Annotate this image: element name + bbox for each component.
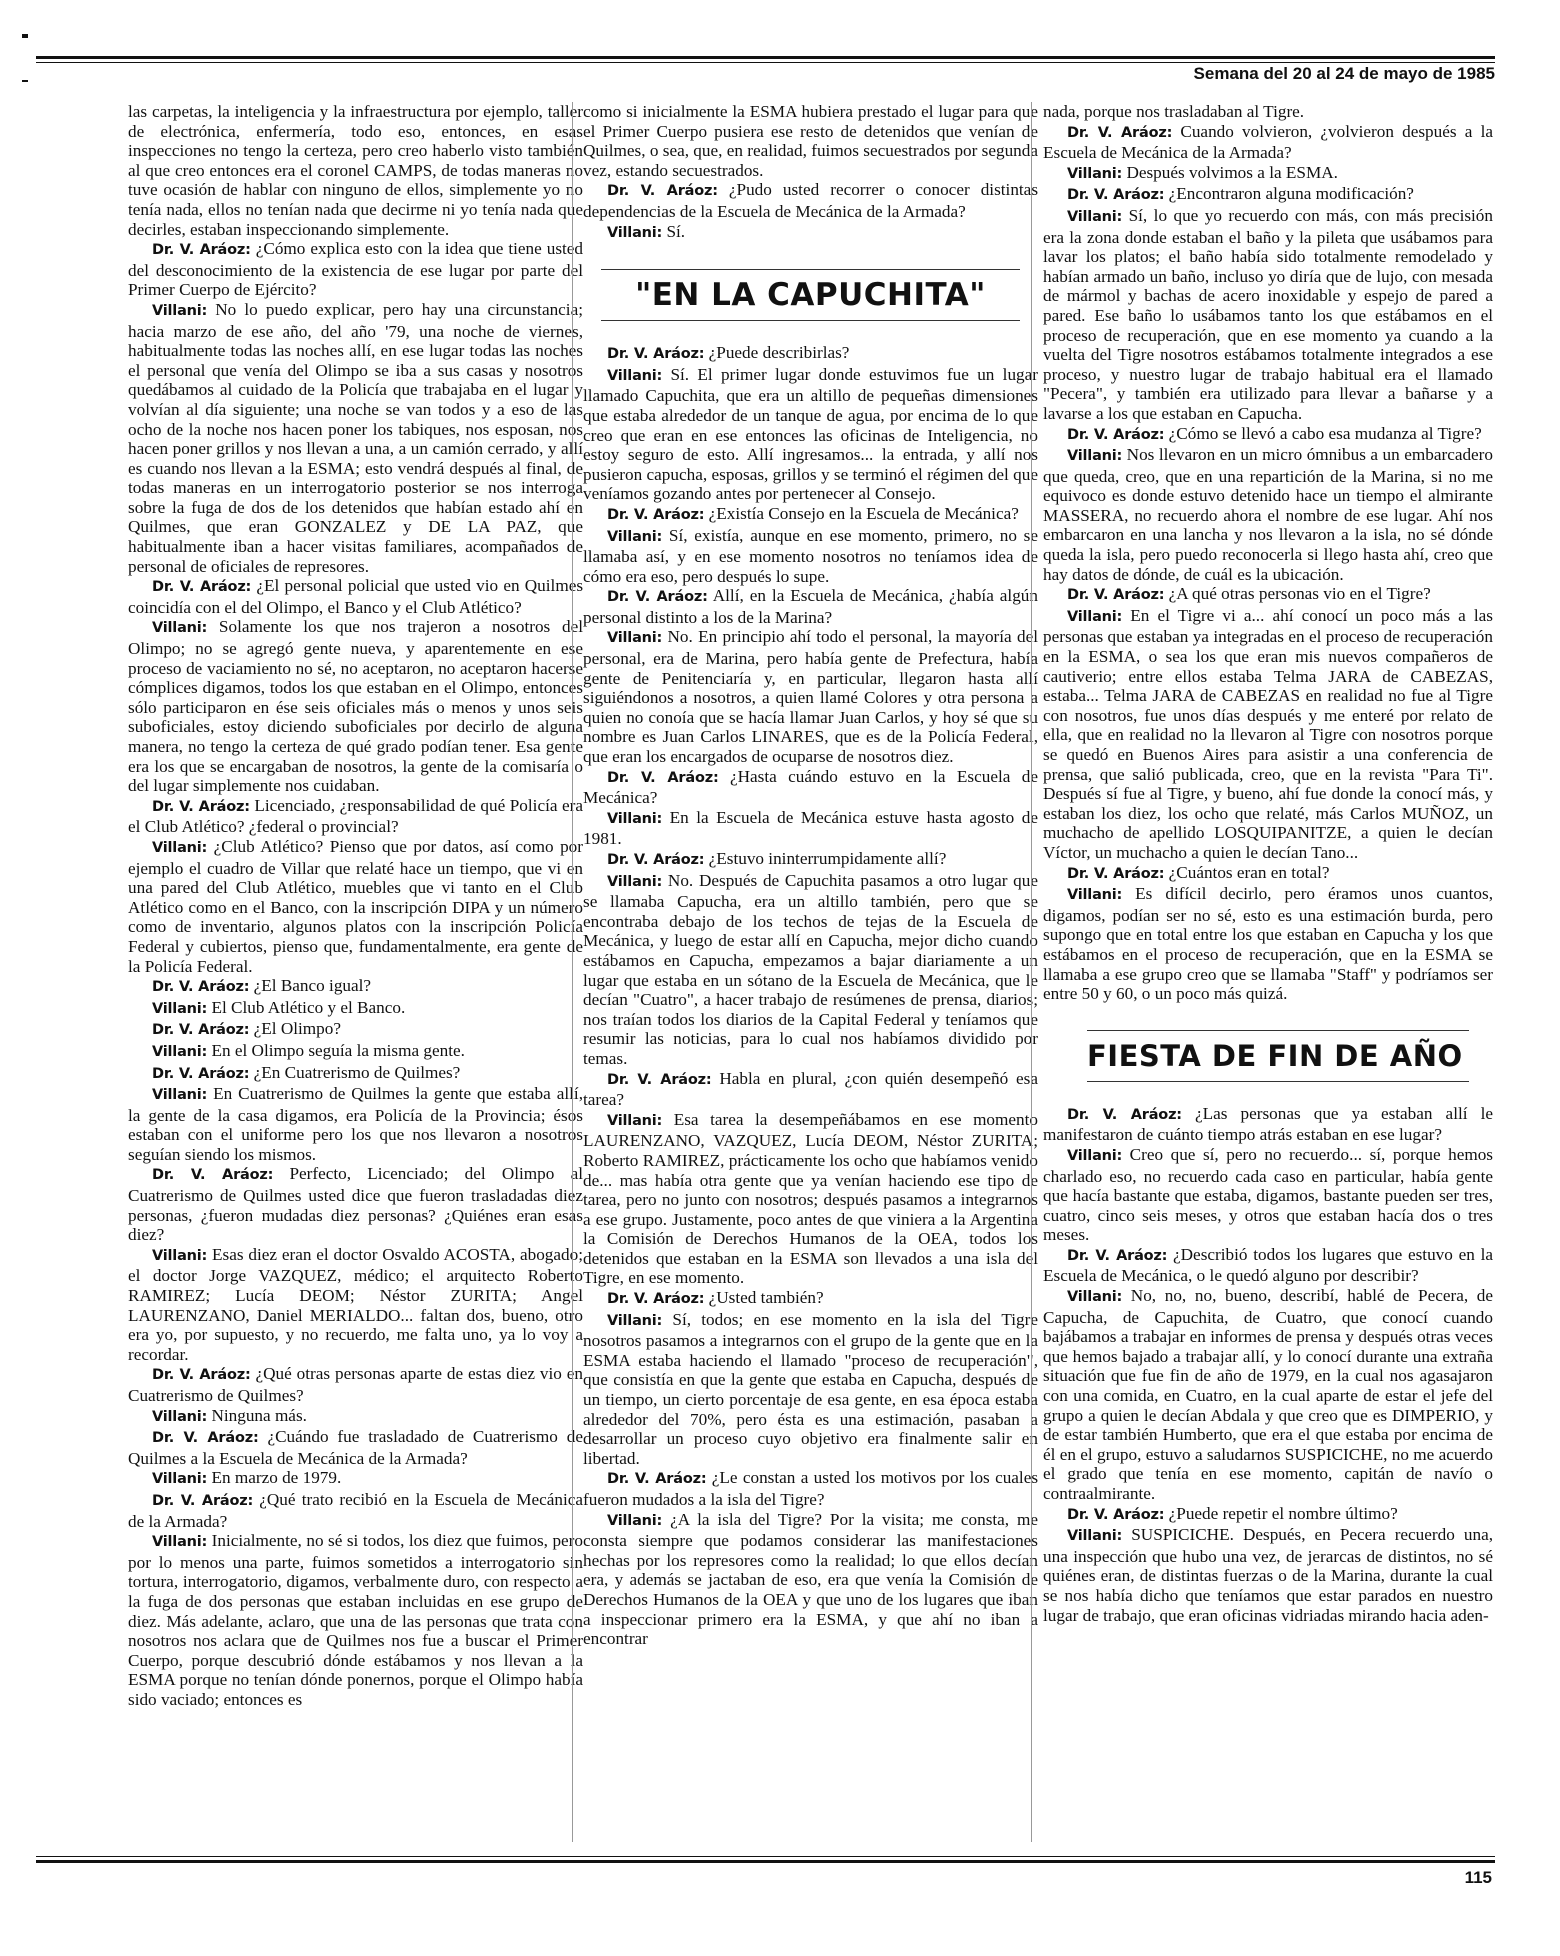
paragraph [1043, 184, 1493, 206]
paragraph [583, 586, 1038, 627]
paragraph [583, 102, 1038, 180]
speaker-label: Dr. V. Aráoz: [1067, 124, 1173, 141]
paragraph-text: ¿Las personas que ya estaban allí le manifestaron de cuánto tiempo atrás estaban en ese lugar? [1043, 1103, 1493, 1145]
speaker-label: Dr. V. Aráoz: [152, 1167, 274, 1184]
paragraph-text: ¿Qué otras personas aparte de estas diez vio en Cuatrerismo de Quilmes? [128, 1364, 583, 1405]
paragraph-text: En la Escuela de Mecánica estuve hasta agosto de 1981. [583, 807, 1038, 849]
paragraph-text: ¿Cómo explica esto con la idea que tiene usted del desconocimiento de la existencia de ese lugar por parte del Primer Cuerpo de Ejército? [128, 239, 584, 300]
paragraph [1043, 1104, 1493, 1145]
paragraph-text: ¿El Banco igual? [249, 976, 372, 996]
speaker-label: Villani: [152, 1087, 208, 1104]
paragraph-text: ¿El personal policial que usted vio en Quilmes coincidía con el del Olimpo, el Banco y el Club Atlético? [128, 576, 584, 617]
section-heading: "EN LA CAPUCHITA" [601, 269, 1020, 321]
speaker-label: Dr. V. Aráoz: [152, 1430, 259, 1447]
column-divider [572, 102, 573, 1842]
header-rule [36, 56, 1495, 63]
paragraph [1043, 1245, 1493, 1286]
paragraph-text: Después volvimos a la ESMA. [1122, 162, 1338, 182]
speaker-label: Villani: [607, 810, 663, 827]
paragraph [1043, 1525, 1493, 1625]
paragraph [583, 1110, 1038, 1288]
paragraph [128, 102, 583, 239]
paragraph [128, 1041, 583, 1063]
paragraph [1043, 606, 1493, 863]
speaker-label: Dr. V. Aráoz: [152, 1022, 250, 1039]
paragraph-text: ¿En Cuatrerismo de Quilmes? [249, 1062, 461, 1082]
paragraph-text: ¿Le constan a usted los motivos por los cuales fueron mudados a la isla del Tigre? [583, 1468, 1039, 1509]
paragraph-text: Es difícil decirlo, pero éramos unos cuantos, digamos, podían ser no sé, esto es una estimación burda, pero supongo que en total entre los que estaban en Capucha y los que estábamos en el proceso de recuperación, que en la ESMA se llamaba a ese grupo creo que se llamaba "Staff" y podríamos ser entre 50 y 60, o un poco más quizá. [1043, 884, 1493, 1004]
speaker-label: Dr. V. Aráoz: [607, 1471, 707, 1488]
paragraph-text: En marzo de 1979. [207, 1468, 342, 1488]
paragraph [583, 526, 1038, 587]
paragraph-text: ¿Qué trato recibió en la Escuela de Mecánica de la Armada? [128, 1489, 583, 1531]
paragraph-text: No lo puedo explicar, pero hay una circunstancia; hacia marzo de ese año, del año '79, una noche de viernes, habitualmente todas las noches allí, en ese lugar todas las noches el personal que venía del Olimpo se iba a sus casas y nosotros quedábamos al cuidado de la Policía que trabajaba en el lugar y volvían al día siguiente; una noche se van todos y a eso de las ocho de la noche nos hacen poner los tabiques, nos esposan, nos hacen poner grillos y nos llevan a una, a un camión cerrado, y allí es cuando nos llevan a la ESMA; esto vendrá después al final, de todas maneras en un interrogatorio posterior se nos interroga sobre la fuga de dos de los detenidos que habían estado ahí en Quilmes, que eran GONZALEZ y DE LA PAZ, que habitualmente iban a hacer visitas familiares, acompañados de personal de oficiales de represores. [128, 299, 583, 576]
speaker-label: Villani: [152, 1043, 208, 1060]
speaker-label: Dr. V. Aráoz: [607, 852, 705, 868]
speaker-label: Villani: [152, 1471, 208, 1488]
paragraph [583, 1288, 1038, 1310]
speaker-label: Dr. V. Aráoz: [152, 579, 252, 596]
paragraph [1043, 863, 1493, 885]
speaker-label: Villani: [1067, 608, 1123, 625]
paragraph [1043, 1286, 1493, 1504]
paragraph-text: ¿A qué otras personas vio en el Tigre? [1164, 584, 1431, 604]
paragraph-text: En el Tigre vi a... ahí conocí un poco más a las personas que estaban ya integradas en el proceso de recuperación en la ESMA, o sea los que eran mis nuevos compañeros de cautiverio; entre ellos estaba Telma JARA de CABEZAS, estaba... Telma JARA de CABEZAS en realidad no fue al Tigre con nosotros, fue unos días después y me enteré por relato de ella, que en realidad no la llevaron al Tigre con nosotros porque se quedó en Buenos Aires para asistir a una conferencia de prensa, que salió publicada, creo, que en la revista "Para Ti". Después sí fue al Tigre, y bueno, ahí fue donde la conocí más, y estaban los diez, los ocho que relaté, más Carlos MUÑOZ, un muchacho de apellido LOSQUIPANITZE, a quien le decían Víctor, un muchacho a quien le decían Tano... [1043, 605, 1493, 862]
paragraph-text: Sí, existía, aunque en ese momento, primero, no se llamaba así, y en ese momento nosotros no teníamos idea de cómo era eso, pero después lo supe. [583, 525, 1038, 586]
paragraph-text: Sí. El primer lugar donde estuvimos fue un lugar llamado Capuchita, que era un altillo de pequeñas dimensiones que estaba alrededor de un tanque de agua, por encima de lo que creo que eran en ese entonces las oficinas de Inteligencia, no estoy seguro de esto. Allí ingresamos... la entrada, y allí nos pusieron capucha, esposas, grillos y se terminó el régimen del que veníamos gozando antes por pertenecer al Consejo. [583, 364, 1038, 504]
paragraph [128, 976, 583, 998]
paragraph [583, 871, 1038, 1069]
speaker-label: Dr. V. Aráoz: [1067, 587, 1165, 604]
paragraph [583, 343, 1038, 365]
paragraph-text: Habla en plural, ¿con quién desempeñó esa tarea? [583, 1068, 1039, 1110]
paragraph [1043, 102, 1493, 122]
paragraph [128, 1084, 583, 1164]
speaker-label: Dr. V. Aráoz: [152, 979, 250, 996]
paragraph-text: En el Olimpo seguía la misma gente. [207, 1040, 465, 1060]
paragraph [1043, 445, 1493, 584]
paragraph [1043, 1145, 1493, 1245]
paragraph-text: las carpetas, la inteligencia y la infraestructura por ejemplo, taller de electrónica, enfermería, todo eso, entonces, en esas inspecciones no tengo la certeza, pero creo haberlo visto también al que creo entonces era el coronel CAMPS, de todas maneras no tuve ocasión de hablar con ninguno de ellos, simplemente yo no tenía nada, ellos no tenían nada que decirme ni yo tenía nada que decirles, estaban inspeccionando simplemente. [128, 102, 583, 239]
paragraph [1043, 122, 1493, 163]
paragraph [1043, 424, 1493, 446]
paragraph [1043, 163, 1493, 185]
paragraph-text: ¿Describió todos los lugares que estuvo en la Escuela de Mecánica, o le quedó alguno por describir? [1043, 1244, 1494, 1286]
paragraph-text: como si inicialmente la ESMA hubiera prestado el lugar para que el Primer Cuerpo pusiera ese resto de detenidos que venían de Quilmes, o sea, que, en realidad, fuimos secuestrados por segunda vez, estando secuestrados. [583, 102, 1038, 180]
speaker-label: Villani: [607, 1112, 663, 1129]
speaker-label: Villani: [152, 1000, 208, 1017]
speaker-label: Villani: [1067, 448, 1123, 465]
paragraph-text: Esas diez eran el doctor Osvaldo ACOSTA, abogado; el doctor Jorge VAZQUEZ, médico; el arquitecto Roberto RAMIREZ; Lucía DEOM; Néstor ZURITA; Angel LAURENZANO, Daniel MERIALDO... faltan dos, bueno, otro era yo, por supuesto, y no recuerdo, me falta uno, ya lo voy a recordar. [128, 1244, 583, 1364]
speaker-label: Villani: [152, 620, 208, 637]
speaker-label: Dr. V. Aráoz: [152, 1367, 251, 1384]
paragraph-text: Perfecto, Licenciado; del Olimpo al Cuatrerismo de Quilmes usted dice que fueron trasladadas diez personas, ¿fueron mudadas diez personas? ¿Quiénes eran esas diez? [128, 1164, 583, 1245]
paragraph [128, 998, 583, 1020]
speaker-label: Villani: [1067, 1289, 1123, 1306]
paragraph-text: ¿Cuándo fue trasladado de Cuatrerismo de Quilmes a la Escuela de Mecánica de la Armada? [128, 1427, 583, 1468]
paragraph [128, 837, 583, 976]
paragraph [583, 808, 1038, 849]
paragraph [583, 1468, 1038, 1509]
speaker-label: Villani: [607, 1312, 663, 1329]
paragraph [128, 300, 583, 576]
speaker-label: Dr. V. Aráoz: [607, 769, 719, 786]
paragraph [128, 1531, 583, 1709]
paragraph [128, 576, 583, 617]
paragraph-text: Sí, lo que yo recuerdo con más, con más precisión era la zona donde estaban el baño y la pileta que usábamos para lavar los platos; el baño había sido totalmente remodelado y habían armado un baño, incluso yo diría que de lujo, con mesada de mármol y bachas de acero inoxidable y espejo de pared a pared. Ese baño lo usábamos tanto los que estábamos en el proceso de recuperación, que en ese momento ya cuando a la vuelta del Tigre nosotros estábamos totalmente integrados a ese proceso, y nuestro lugar de trabajo habitual era el llamado "Pecera", y también era utilizado para llevar a bañarse y a lavarse a los que estaban en Capucha. [1043, 205, 1493, 423]
paragraph [128, 617, 583, 795]
paragraph-text: SUSPICICHE. Después, en Pecera recuerdo una, una inspección que hubo una vez, de jerarcas de distintos, no sé quiénes eran, de distintas fuerzas o de la Marina, durante la cual se nos había dicho que teníamos que estar parados en nuestro lugar de trabajo, que eran oficinas vidriadas mirando hacia aden- [1043, 1525, 1493, 1625]
paragraph [583, 504, 1038, 526]
speaker-label: Dr. V. Aráoz: [1067, 1247, 1168, 1264]
paragraph [583, 1069, 1038, 1110]
speaker-label: Dr. V. Aráoz: [607, 1291, 705, 1308]
paragraph [583, 180, 1038, 221]
speaker-label: Dr. V. Aráoz: [1067, 187, 1165, 204]
paragraph-text: ¿Hasta cuándo estuvo en la Escuela de Mecánica? [583, 766, 1039, 808]
paragraph-text: ¿Usted también? [704, 1288, 824, 1308]
text-column-2 [583, 102, 1038, 1649]
speaker-label: Dr. V. Aráoz: [607, 183, 718, 200]
paragraph [128, 1063, 583, 1085]
speaker-label: Villani: [607, 873, 663, 890]
paragraph-text: Solamente los que nos trajeron a nosotros del Olimpo; no se agregó gente nueva, y aparentemente en ese proceso de vaciamiento no sé, no aceptaron, no aceptaron hacerse cómplices digamos, todos los que estaban en el Olimpo, entonces sólo participaron en ése seis oficiales más o menos y unos seis suboficiales, estoy diciendo suboficiales por decirlo de alguna manera, no tengo la certeza de qué grado podían tener. Esa gente era los que se encargaban de nosotros, la gente de la comisaría o del lugar simplemente nos cuidaban. [128, 617, 583, 796]
header-dateline: Semana del 20 al 24 de mayo de 1985 [1193, 64, 1495, 83]
paragraph-text: No. En principio ahí todo el personal, la mayoría del personal, era de Marina, pero había gente de Prefectura, había gente de Penitenciaría y, en particular, llegaron hasta allí siguiéndonos a nosotros, a quien llamé Colores y otra persona a quien no conoía que se hacía llamar Juan Carlos, y hoy sé que su nombre es Juan Carlos LINARES, que es de la Policía Federal, que eran los encargados de ocuparse de nosotros diez. [583, 627, 1038, 767]
paragraph [128, 1406, 583, 1428]
speaker-label: Villani: [1067, 208, 1123, 225]
speaker-label: Dr. V. Aráoz: [1067, 865, 1165, 882]
speaker-label: Dr. V. Aráoz: [152, 1065, 250, 1082]
paragraph-text: ¿Pudo usted recorrer o conocer distintas dependencias de la Escuela de Mecánica de la Armada? [583, 180, 1039, 221]
paragraph-text: ¿Cuántos eran en total? [1164, 862, 1330, 882]
paragraph-text: Nos llevaron en un micro ómnibus a un embarcadero que queda, creo, que en una repartición de la Marina, si no me equivoco es donde estuvo detenido hace un tiempo el almirante MASSERA, no recuerdo ahora el nombre de ese lugar. Ahí nos embarcaron en una lancha y nos llevaron a la isla, no sé dónde queda la isla, pero puedo reconocerla si llego hasta ahí, creo que hay datos de dónde, de cuál es la ubicación. [1043, 445, 1493, 584]
speaker-label: Dr. V. Aráoz: [1067, 426, 1165, 443]
speaker-label: Dr. V. Aráoz: [152, 1492, 254, 1509]
page-number: 115 [1464, 1868, 1492, 1887]
speaker-label: Villani: [152, 1247, 208, 1264]
column-divider [1031, 102, 1032, 1842]
speaker-label: Villani: [152, 302, 208, 319]
speaker-label: Villani: [607, 224, 663, 241]
paragraph [1043, 206, 1493, 424]
paragraph [583, 627, 1038, 766]
paragraph [128, 1245, 583, 1365]
speaker-label: Villani: [152, 839, 208, 856]
scan-mark [22, 80, 28, 82]
speaker-label: Villani: [607, 630, 663, 647]
paragraph [128, 1427, 583, 1468]
paragraph [1043, 884, 1493, 1004]
paragraph-text: Creo que sí, pero no recuerdo... sí, porque hemos charlado eso, no recuerdo cada caso en particular, había gente que hacía bastante que estaba, digamos, bastante pueden ser tres, cuatro, cinco seis meses, y otros que estaban hacía dos o tres meses. [1043, 1144, 1493, 1245]
paragraph [128, 1468, 583, 1490]
section-heading: FIESTA DE FIN DE AÑO [1087, 1030, 1469, 1082]
paragraph-text: En Cuatrerismo de Quilmes la gente que estaba allí, la gente de la casa digamos, era Policía de la Provincia; ésos estaban con el uniforme pero los que nos llevaron a nosotros seguían siendo los mismos. [128, 1084, 583, 1164]
paragraph-text: Allí, en la Escuela de Mecánica, ¿había algún personal distinto a los de la Marina? [583, 586, 1038, 627]
paragraph-text: ¿El Olimpo? [249, 1019, 341, 1039]
paragraph-text: ¿Encontraron alguna modificación? [1164, 184, 1414, 204]
speaker-label: Villani: [1067, 165, 1123, 182]
paragraph [583, 849, 1038, 871]
paragraph-text: Inicialmente, no sé si todos, los diez que fuimos, pero por lo menos una parte, fuimos sometidos a interrogatorio sin tortura, interrogatorio, digamos, verbalmente duro, con respecto a la fuga de dos personas que estaban incluidas en ese grupo de diez. Más adelante, aclaro, que una de las personas que trata con nosotros nos aclara que de Quilmes nos fue a buscar el Primer Cuerpo, porque descubrió dónde estábamos y nos llevan a la ESMA porque no tenían dónde ponernos, porque el Olimpo había sido vaciado; entonces es [128, 1531, 583, 1709]
speaker-label: Dr. V. Aráoz: [1067, 1106, 1182, 1123]
paragraph [128, 1164, 583, 1244]
paragraph-text: ¿Puede describirlas? [704, 343, 850, 363]
speaker-label: Villani: [607, 1512, 663, 1529]
speaker-label: Villani: [607, 367, 663, 384]
paragraph-text: Esa tarea la desempeñábamos en ese momento LAURENZANO, VAZQUEZ, Lucía DEOM, Néstor ZURITA; Roberto RAMIREZ, prácticamente los ocho que habíamos venido de... mas había otra gente que ya venían haciendo ese tipo de tarea, pero no junto con nosotros; después pasamos a integrarnos a ese grupo. Justamente, poco antes de que viniera a la Argentina la Comisión de Derechos Humanos de la OEA, todos los detenidos que estaban en la ESMA son llevados a una isla del Tigre, en ese momento. [583, 1109, 1038, 1288]
speaker-label: Villani: [607, 528, 663, 545]
text-column-1 [128, 102, 583, 1710]
speaker-label: Dr. V. Aráoz: [607, 506, 705, 523]
paragraph [128, 239, 583, 300]
paragraph-text: ¿Cómo se llevó a cabo esa mudanza al Tigre? [1164, 423, 1482, 443]
scan-mark [22, 34, 28, 38]
paragraph-text: Licenciado, ¿responsabilidad de qué Policía era el Club Atlético? ¿federal o provincial? [128, 795, 584, 837]
speaker-label: Dr. V. Aráoz: [152, 242, 251, 259]
paragraph [128, 796, 583, 837]
text-column-3 [1043, 102, 1493, 1625]
paragraph [583, 767, 1038, 808]
speaker-label: Villani: [1067, 887, 1123, 904]
paragraph-text: ¿Existía Consejo en la Escuela de Mecánica? [704, 503, 1019, 523]
paragraph-text: Ninguna más. [207, 1405, 307, 1425]
paragraph-text: Sí. [662, 221, 686, 241]
speaker-label: Dr. V. Aráoz: [607, 346, 705, 363]
paragraph-text: ¿Puede repetir el nombre último? [1164, 1503, 1398, 1523]
paragraph [1043, 584, 1493, 606]
paragraph [583, 1510, 1038, 1649]
speaker-label: Dr. V. Aráoz: [607, 589, 708, 606]
paragraph-text: No. Después de Capuchita pasamos a otro lugar que se llamaba Capucha, era un altillo también, pero que se encontraba debajo de los techos de tejas de la Escuela de Mecánica, y luego de estar allí en Capucha, mejor dicho cuando estábamos en Capucha, empezamos a bajar diariamente a un lugar que estaba en un sótano de la Escuela de Mecánica, que le decían "Cuatro", a hacer trabajo de resúmenes de prensa, diarios; nos traían todos los diarios de la Capital Federal y teníamos que resumir las noticias, para lo cual nos habíamos dividido por temas. [583, 870, 1038, 1068]
speaker-label: Villani: [1067, 1528, 1123, 1545]
speaker-label: Dr. V. Aráoz: [1067, 1506, 1165, 1523]
speaker-label: Villani: [1067, 1147, 1123, 1164]
paragraph-text: No, no, no, bueno, describí, hablé de Pecera, de Capucha, de Capuchita, de Cuatro, que conocí cuando bajábamos a trabajar en informes de prensa y después otras veces que hemos bajado a trabajar allí, y lo conocí durante una extraña situación que fue fin de año de 1979, en la cual nos agasajaron con una comida, en Cuatro, en la cual aparte de estar el jefe del grupo a quien le decían Abdala y que creo que es DIMPERIO, y de estar también Humberto, que era el que estaba por encima de él en el grupo, estuvo a saludarnos SUSPICICHE, no me acuerdo el grado que tenía en ese momento, capitán de navío o contraalmirante. [1043, 1286, 1493, 1503]
paragraph-text: ¿A la isla del Tigre? Por la visita; me consta, me consta siempre que podamos considerar las manifestaciones hechas por los represores como la realidad; lo que ellos decían era, y además se jactaban de eso, era que venía la Comisión de Derechos Humanos de la OEA y que uno de los lugares que iban a inspeccionar primero era la ESMA, y que ahí no iban a encontrar [583, 1509, 1038, 1649]
speaker-label: Villani: [152, 1534, 208, 1551]
paragraph [128, 1019, 583, 1041]
speaker-label: Dr. V. Aráoz: [152, 798, 250, 815]
paragraph [583, 1310, 1038, 1469]
paragraph [1043, 1504, 1493, 1526]
paragraph-text: Cuando volvieron, ¿volvieron después a la Escuela de Mecánica de la Armada? [1043, 121, 1493, 163]
paragraph [583, 222, 1038, 244]
paragraph [128, 1364, 583, 1405]
footer-rule [36, 1856, 1495, 1863]
paragraph [128, 1490, 583, 1531]
paragraph [583, 365, 1038, 504]
paragraph-text: ¿Club Atlético? Pienso que por datos, así como por ejemplo el cuadro de Villar que relaté hace un tiempo, que vi en una pared del Club Atlético, muebles que vi tanto en el Club Atlético como en el Banco, con la inscripción DIPA y un número como de inventario, algunos platos con la inscripción Policía Federal y cubiertos, pienso que, fundamentalmente, era gente de la Policía Federal. [128, 836, 583, 976]
paragraph-text: Sí, todos; en ese momento en la isla del Tigre nosotros pasamos a integrarnos con el grupo de la gente que en la ESMA estaba haciendo el llamado "proceso de recuperación", que consistía en que la gente que estaba en Capucha, después de un tiempo, un cierto porcentaje de esa gente, en esa época estaba alrededor del 70%, pero ésta es una estimación, pasaban a desarrollar un proceso cuyo objetivo era finalmente salir en libertad. [583, 1309, 1038, 1468]
paragraph-text: ¿Estuvo ininterrumpidamente allí? [704, 849, 947, 868]
speaker-label: Dr. V. Aráoz: [607, 1071, 712, 1088]
paragraph-text: nada, porque nos trasladaban al Tigre. [1043, 102, 1305, 121]
speaker-label: Villani: [152, 1408, 208, 1425]
paragraph-text: El Club Atlético y el Banco. [207, 997, 406, 1017]
